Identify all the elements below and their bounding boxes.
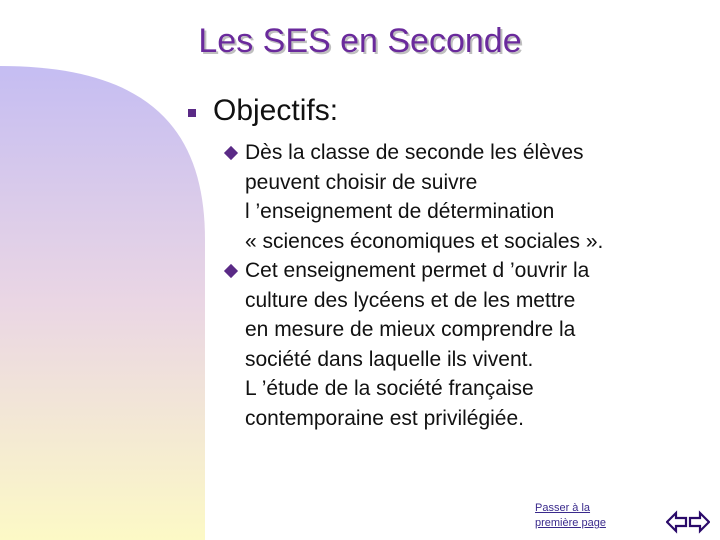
objective-text-1: Dès la classe de seconde les élèves peuvent choisir de suivre l ’enseignement de détermination « sciences économiques et sociales ». [245,141,604,253]
diamond-bullet-icon [224,146,238,160]
first-page-link[interactable]: Passer à la première page [535,502,606,529]
objective-text-2: Cet enseignement permet d ’ouvrir la culture des lycéens et de les mettre en mesure de mieux comprendre la société dans laquelle ils vivent. L ’étude de la société française contemporaine est privilégiée. [245,259,590,430]
objectives-heading [188,94,338,128]
objectives-heading-text: Objectifs: [213,94,339,127]
objective-item-1 [226,138,686,256]
square-bullet-icon [188,109,196,117]
objective-item-2 [226,256,686,433]
objectives-list [226,138,686,433]
left-right-arrows-icon[interactable] [666,510,710,534]
diamond-bullet-icon [224,264,238,278]
slide-title: Les SES en Seconde [198,22,522,60]
